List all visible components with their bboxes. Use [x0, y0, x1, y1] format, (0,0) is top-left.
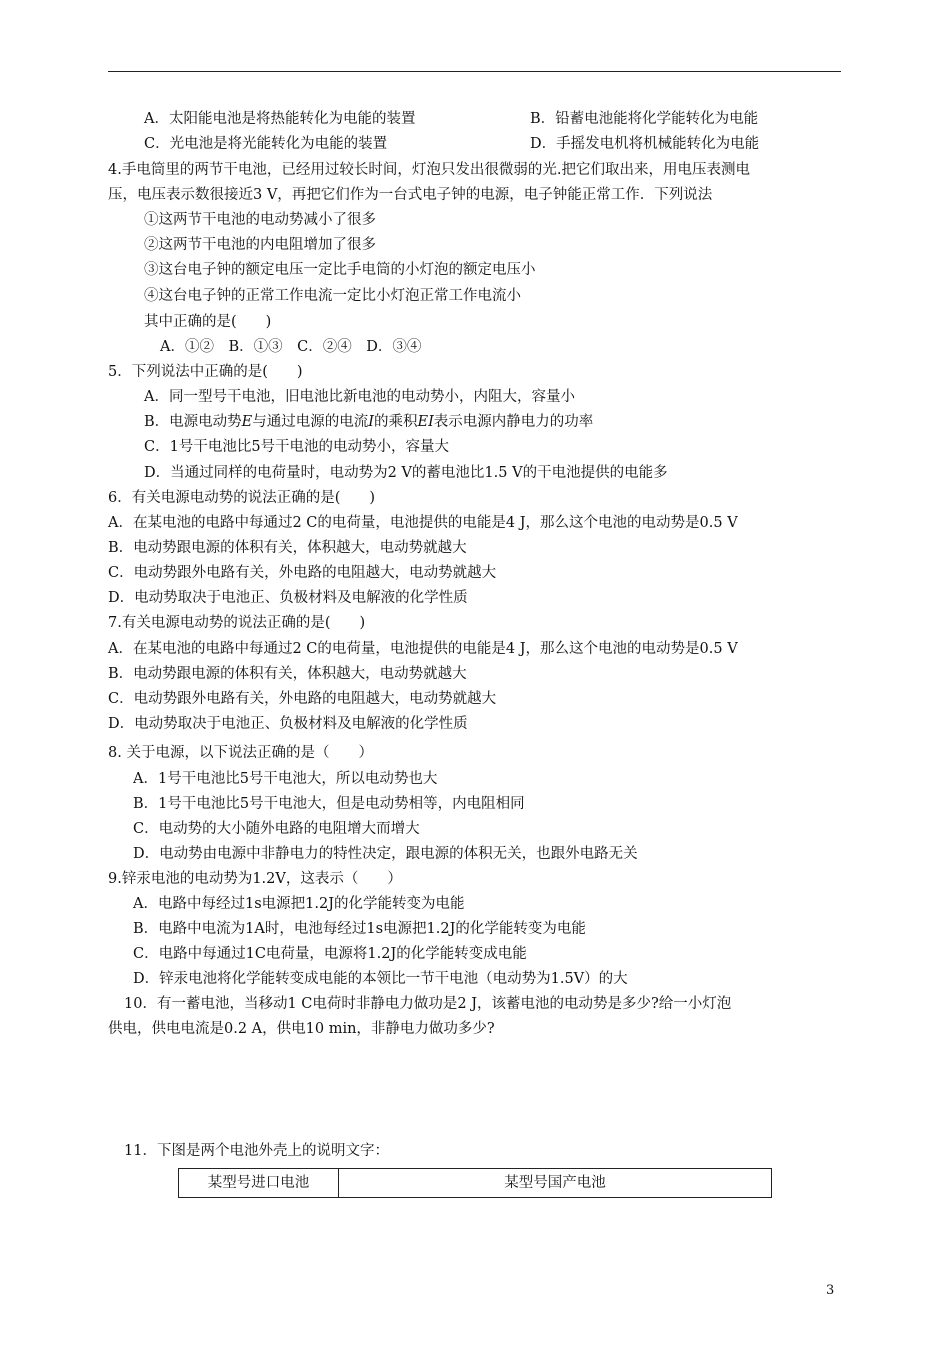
header-rule	[108, 71, 841, 72]
q7-option-a: A．在某电池的电路中每通过2 C的电荷量，电池提供的电能是4 J，那么这个电池的电动势是0.5 V	[108, 641, 738, 657]
q7-option-c: C．电动势跟外电路有关，外电路的电阻越大，电动势就越大	[108, 691, 497, 707]
q8-option-c: C．电动势的大小随外电路的电阻增大而增大	[133, 821, 420, 837]
battery-label-table	[178, 1168, 772, 1198]
q10-line2: 供电，供电电流是0.2 A，供电10 min，非静电力做功多少?	[108, 1021, 495, 1037]
q9-option-d: D．锌汞电池将化学能转变成电能的本领比一节干电池（电动势为1.5V）的大	[133, 971, 628, 987]
q6-option-c: C．电动势跟外电路有关，外电路的电阻越大，电动势就越大	[108, 565, 497, 581]
q4-statement-2: ②这两节干电池的内电阻增加了很多	[144, 237, 376, 253]
q5-b-mid: 与通过电源的电流	[252, 414, 369, 430]
q10-line1: 10．有一蓄电池，当移动1 C电荷时非静电力做功是2 J，该蓄电池的电动势是多少?给一小灯泡	[124, 996, 732, 1012]
q6-stem: 6．有关电源电动势的说法正确的是( )	[108, 490, 376, 506]
q4-statement-1: ①这两节干电池的电动势减小了很多	[144, 212, 376, 228]
q5-stem: 5．下列说法中正确的是( )	[108, 364, 303, 380]
q5-b-mid2: 的乘积	[373, 414, 418, 430]
q7-option-d: D．电动势取决于电池正、负极材料及电解液的化学性质	[108, 716, 468, 732]
q3-option-d: D．手摇发电机将机械能转化为电能	[530, 136, 760, 152]
q5-option-a: A．同一型号干电池，旧电池比新电池的电动势小，内阻大，容量小	[144, 389, 575, 405]
q4-statement-3: ③这台电子钟的额定电压一定比手电筒的小灯泡的额定电压小	[144, 262, 536, 278]
q5-b-symbol-i: I	[368, 414, 374, 430]
q6-option-a: A．在某电池的电路中每通过2 C的电荷量，电池提供的电能是4 J，那么这个电池的电动势是0.5 V	[108, 515, 738, 531]
q9-stem: 9.锌汞电池的电动势为1.2V，这表示（ ）	[108, 871, 402, 887]
q3-option-c: C．光电池是将光能转化为电能的装置	[144, 136, 388, 152]
q5-b-symbol-e: E	[241, 414, 253, 430]
q6-option-d: D．电动势取决于电池正、负极材料及电解液的化学性质	[108, 590, 468, 606]
q5-b-post: 表示电源内静电力的功率	[433, 414, 594, 430]
q5-option-b	[144, 412, 593, 432]
q9-option-b: B．电路中电流为1A时，电池每经过1s电源把1.2J的化学能转变为电能	[133, 921, 586, 937]
q4-options: A．①② B．①③ C．②④ D．③④	[160, 339, 422, 355]
q8-option-d: D．电动势由电源中非静电力的特性决定，跟电源的体积无关，也跟外电路无关	[133, 846, 638, 862]
q4-stem-line1: 4.手电筒里的两节干电池，已经用过较长时间，灯泡只发出很微弱的光.把它们取出来，用电压表测电	[108, 162, 750, 178]
q4-stem-line2: 压，电压表示数很接近3 V，再把它们作为一台式电子钟的电源，电子钟能正常工作．下列说法	[108, 187, 713, 203]
q3-option-a: A．太阳能电池是将热能转化为电能的装置	[144, 111, 416, 127]
q9-option-a: A．电路中每经过1s电源把1.2J的化学能转变为电能	[133, 896, 465, 912]
q5-option-d: D．当通过同样的电荷量时，电动势为2 V的蓄电池比1.5 V的干电池提供的电能多	[144, 465, 668, 481]
table-header-imported-battery: 某型号进口电池	[179, 1169, 339, 1197]
q6-option-b: B．电动势跟电源的体积有关，体积越大，电动势就越大	[108, 540, 467, 556]
q9-option-c: C．电路中每通过1C电荷量，电源将1.2J的化学能转变成电能	[133, 946, 527, 962]
q5-b-symbol-ei: EI	[417, 414, 434, 430]
q4-statement-4: ④这台电子钟的正常工作电流一定比小灯泡正常工作电流小	[144, 288, 521, 304]
q7-option-b: B．电动势跟电源的体积有关，体积越大，电动势就越大	[108, 666, 467, 682]
page-number: 3	[826, 1283, 835, 1298]
q8-option-a: A．1号干电池比5号干电池大，所以电动势也大	[133, 771, 438, 787]
q4-ask: 其中正确的是( )	[144, 314, 272, 330]
q7-stem: 7.有关电源电动势的说法正确的是( )	[108, 615, 366, 631]
q5-b-pre: B．电源电动势	[144, 414, 242, 430]
table-header-domestic-battery: 某型号国产电池	[504, 1175, 606, 1191]
q5-option-c: C．1号干电池比5号干电池的电动势小，容量大	[144, 439, 450, 455]
q3-option-b: B．铅蓄电池能将化学能转化为电能	[530, 111, 759, 127]
q8-stem: 8. 关于电源，以下说法正确的是（ ）	[108, 745, 373, 761]
q11-stem: 11．下图是两个电池外壳上的说明文字：	[124, 1143, 389, 1159]
q8-option-b: B．1号干电池比5号干电池大，但是电动势相等，内电阻相同	[133, 796, 525, 812]
